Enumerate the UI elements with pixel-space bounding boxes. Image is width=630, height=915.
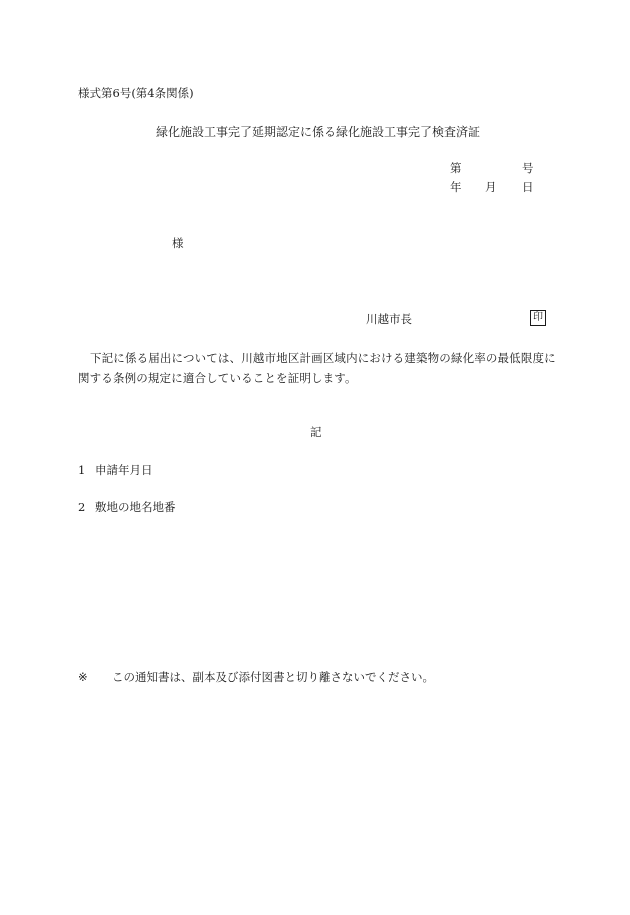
form-number: 様式第6号(第4条関係) xyxy=(78,86,194,100)
issuer-name: 川越市長 xyxy=(366,312,412,326)
document-title: 緑化施設工事完了延期認定に係る緑化施設工事完了検査済証 xyxy=(156,125,481,139)
certificate-number-prefix: 第 xyxy=(450,161,462,175)
ki-heading: 記 xyxy=(310,425,322,439)
note-mark: ※ xyxy=(78,670,88,684)
item-number: 2 xyxy=(78,500,86,514)
certification-statement-text: 下記に係る届出については、川越市地区計画区域内における建築物の緑化率の最低限度に関する条例の規定に適合していることを証明します。 xyxy=(78,351,556,385)
item-number: 1 xyxy=(78,463,86,477)
addressee-suffix: 様 xyxy=(172,236,184,250)
item-label-site-address: 敷地の地名地番 xyxy=(95,500,176,514)
seal-mark: 印 xyxy=(530,310,546,326)
note-text: この通知書は、副本及び添付図書と切り離さないでください。 xyxy=(112,670,434,684)
certificate-number-suffix: 号 xyxy=(522,161,534,175)
date-year-label: 年 xyxy=(450,180,462,194)
date-day-label: 日 xyxy=(522,180,534,194)
item-label-application-date: 申請年月日 xyxy=(95,463,153,477)
date-month-label: 月 xyxy=(485,180,497,194)
certification-statement xyxy=(78,348,558,388)
